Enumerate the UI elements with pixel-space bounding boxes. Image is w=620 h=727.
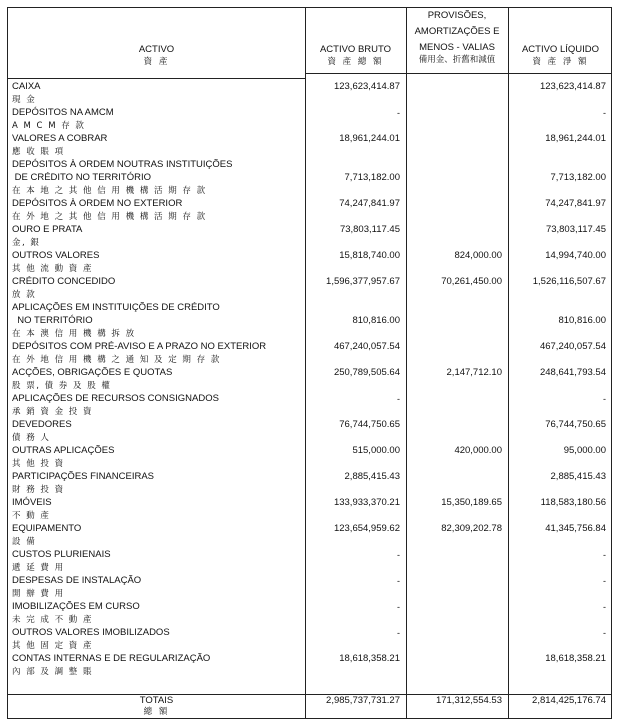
header-rule xyxy=(8,78,305,79)
row-activo-bruto: 123,654,959.62 xyxy=(333,523,400,534)
row-activo-bruto: - xyxy=(397,576,400,586)
header-prov-line3: MENOS - VALIAS xyxy=(419,42,495,53)
row-label-zh: 遞 延 費 用 xyxy=(12,563,65,573)
row-label: VALORES A COBRAR xyxy=(12,133,108,144)
totals-label: TOTAIS xyxy=(139,695,174,706)
row-activo-bruto: 123,623,414.87 xyxy=(333,81,400,92)
header-activo-label: ACTIVO xyxy=(138,44,175,55)
row-activo-liquido: - xyxy=(603,602,606,612)
column-divider xyxy=(406,8,407,718)
header-activo-zh: 資 產 xyxy=(143,57,170,67)
row-label-zh: 金, 銀 xyxy=(12,238,41,248)
row-activo-bruto: 7,713,182.00 xyxy=(344,172,400,183)
row-activo-liquido: 18,618,358.21 xyxy=(545,653,606,664)
row-activo-liquido: 73,803,117.45 xyxy=(545,224,606,235)
row-label-zh: 在 本 澳 信 用 機 構 拆 放 xyxy=(12,329,136,339)
row-label: CUSTOS PLURIENAIS xyxy=(12,549,111,560)
header-bruto-zh: 資 產 總 額 xyxy=(327,57,384,67)
row-activo-liquido: 95,000.00 xyxy=(563,445,606,456)
totals-liquido: 2,814,425,176.74 xyxy=(532,695,606,706)
row-label: IMÓVEIS xyxy=(12,497,52,508)
row-label: ACÇÕES, OBRIGAÇÕES E QUOTAS xyxy=(12,367,173,378)
row-label-zh: 其 他 流 動 資 產 xyxy=(12,264,94,274)
row-activo-liquido: 118,583,180.56 xyxy=(540,497,606,508)
row-label: DEPÓSITOS À ORDEM NO EXTERIOR xyxy=(12,198,183,209)
row-activo-bruto: 1,596,377,957.67 xyxy=(326,276,400,287)
header-bruto-label: ACTIVO BRUTO xyxy=(319,44,392,55)
row-label-zh: 內 部 及 調 整 賬 xyxy=(12,667,94,677)
header-activo xyxy=(8,44,305,68)
row-activo-liquido: 7,713,182.00 xyxy=(550,172,606,183)
row-label: DEPÓSITOS COM PRÉ-AVISO E A PRAZO NO EXTERIOR xyxy=(12,341,267,352)
header-activo-bruto xyxy=(305,44,406,68)
row-activo-bruto: 250,789,505.64 xyxy=(333,367,400,378)
header-liquido-zh: 資 產 淨 額 xyxy=(532,57,589,67)
row-activo-liquido: 14,994,740.00 xyxy=(545,250,606,261)
row-provisoes: 15,350,189.65 xyxy=(441,497,502,508)
row-activo-bruto: 73,803,117.45 xyxy=(339,224,400,235)
row-label-zh: 在 外 地 之 其 他 信 用 機 構 活 期 存 款 xyxy=(12,212,207,222)
row-provisoes: 420,000.00 xyxy=(454,445,502,456)
row-label: IMOBILIZAÇÕES EM CURSO xyxy=(12,601,140,612)
row-label-zh: 財 務 投 資 xyxy=(12,485,65,495)
row-label: OUTROS VALORES xyxy=(12,250,100,261)
header-provisoes xyxy=(406,10,508,66)
row-label-zh: 設 備 xyxy=(12,537,37,547)
row-label: DEPÓSITOS À ORDEM NOUTRAS INSTITUIÇÕES xyxy=(12,159,233,170)
row-label: OURO E PRATA xyxy=(12,224,83,235)
row-activo-bruto: 15,818,740.00 xyxy=(339,250,400,261)
row-activo-liquido: 18,961,244.01 xyxy=(545,133,606,144)
row-label: OUTROS VALORES IMOBILIZADOS xyxy=(12,627,170,638)
header-prov-line1: PROVISÕES, xyxy=(427,10,487,21)
header-prov-line2: AMORTIZAÇÕES E xyxy=(414,26,500,37)
row-label-zh: 其 他 投 資 xyxy=(12,459,65,469)
row-activo-bruto: 74,247,841.97 xyxy=(339,198,400,209)
row-activo-liquido: - xyxy=(603,108,606,118)
row-activo-liquido: 810,816.00 xyxy=(558,315,606,326)
row-label-zh: 開 辦 費 用 xyxy=(12,589,65,599)
row-activo-bruto: 18,618,358.21 xyxy=(339,653,400,664)
row-activo-bruto: 810,816.00 xyxy=(352,315,400,326)
row-label: PARTICIPAÇÕES FINANCEIRAS xyxy=(12,471,154,482)
row-activo-bruto: 76,744,750.65 xyxy=(339,419,400,430)
row-label: DESPESAS DE INSTALAÇÃO xyxy=(12,575,142,586)
row-label-zh: 承 銷 資 金 投 資 xyxy=(12,407,94,417)
row-activo-bruto: - xyxy=(397,602,400,612)
row-label: DEVEDORES xyxy=(12,419,72,430)
row-label-zh: 債 務 人 xyxy=(12,433,51,443)
row-activo-liquido: - xyxy=(603,576,606,586)
row-label: CONTAS INTERNAS E DE REGULARIZAÇÃO xyxy=(12,653,211,664)
row-activo-bruto: 467,240,057.54 xyxy=(333,341,400,352)
row-label-zh: 放 款 xyxy=(12,290,37,300)
row-activo-liquido: 123,623,414.87 xyxy=(539,81,606,92)
row-provisoes: 70,261,450.00 xyxy=(441,276,502,287)
row-label-continued: DE CRÉDITO NO TERRITÓRIO xyxy=(12,172,151,183)
row-label-zh: 在 本 地 之 其 他 信 用 機 構 活 期 存 款 xyxy=(12,186,207,196)
row-activo-bruto: 18,961,244.01 xyxy=(339,133,400,144)
totals-zh: 總 額 xyxy=(143,707,170,717)
row-activo-bruto: 515,000.00 xyxy=(352,445,400,456)
row-activo-bruto: 133,933,370.21 xyxy=(333,497,400,508)
totals-provisoes: 171,312,554.53 xyxy=(435,695,502,706)
row-label-zh: 在 外 地 信 用 機 構 之 通 知 及 定 期 存 款 xyxy=(12,355,221,365)
header-rule xyxy=(305,73,611,74)
header-activo-liquido xyxy=(508,44,613,68)
row-activo-liquido: 248,641,793.54 xyxy=(539,367,606,378)
row-activo-liquido: 41,345,756.84 xyxy=(545,523,606,534)
row-activo-liquido: 76,744,750.65 xyxy=(545,419,606,430)
row-label-zh: 股 票, 債 券 及 股 權 xyxy=(12,381,112,391)
row-label: CAIXA xyxy=(12,81,41,92)
row-label: APLICAÇÕES DE RECURSOS CONSIGNADOS xyxy=(12,393,219,404)
row-provisoes: 2,147,712.10 xyxy=(446,367,502,378)
row-label-zh: 應 收 賬 項 xyxy=(12,147,65,157)
row-activo-liquido: - xyxy=(603,394,606,404)
row-label: OUTRAS APLICAÇÕES xyxy=(12,445,115,456)
row-provisoes: 82,309,202.78 xyxy=(441,523,502,534)
row-activo-liquido: 467,240,057.54 xyxy=(539,341,606,352)
row-activo-bruto: - xyxy=(397,628,400,638)
row-label: EQUIPAMENTO xyxy=(12,523,82,534)
row-activo-bruto: - xyxy=(397,108,400,118)
row-activo-liquido: 2,885,415.43 xyxy=(550,471,606,482)
row-label-zh: 其 他 固 定 資 產 xyxy=(12,641,94,651)
totals-bruto: 2,985,737,731.27 xyxy=(326,695,400,706)
column-divider xyxy=(508,8,509,718)
row-label: APLICAÇÕES EM INSTITUIÇÕES DE CRÉDITO xyxy=(12,302,220,313)
row-label: DEPÓSITOS NA AMCM xyxy=(12,107,114,118)
header-liquido-label: ACTIVO LÍQUIDO xyxy=(521,44,600,55)
row-activo-bruto: - xyxy=(397,550,400,560)
row-activo-liquido: 1,526,116,507.67 xyxy=(532,276,606,287)
row-activo-liquido: - xyxy=(603,550,606,560)
row-label-zh: 現 金 xyxy=(12,95,37,105)
header-prov-zh: 備用金、折舊和減值 xyxy=(418,55,496,65)
row-activo-bruto: 2,885,415.43 xyxy=(344,471,400,482)
row-label: CRÉDITO CONCEDIDO xyxy=(12,276,116,287)
row-label-zh: A M C M 存 款 xyxy=(12,121,86,131)
row-activo-liquido: 74,247,841.97 xyxy=(545,198,606,209)
row-activo-bruto: - xyxy=(397,394,400,404)
row-provisoes: 824,000.00 xyxy=(454,250,502,261)
row-activo-liquido: - xyxy=(603,628,606,638)
row-label-continued: NO TERRITÓRIO xyxy=(12,315,93,326)
row-label-zh: 不 動 產 xyxy=(12,511,51,521)
row-label-zh: 未 完 成 不 動 產 xyxy=(12,615,94,625)
balance-sheet-table xyxy=(7,7,612,719)
